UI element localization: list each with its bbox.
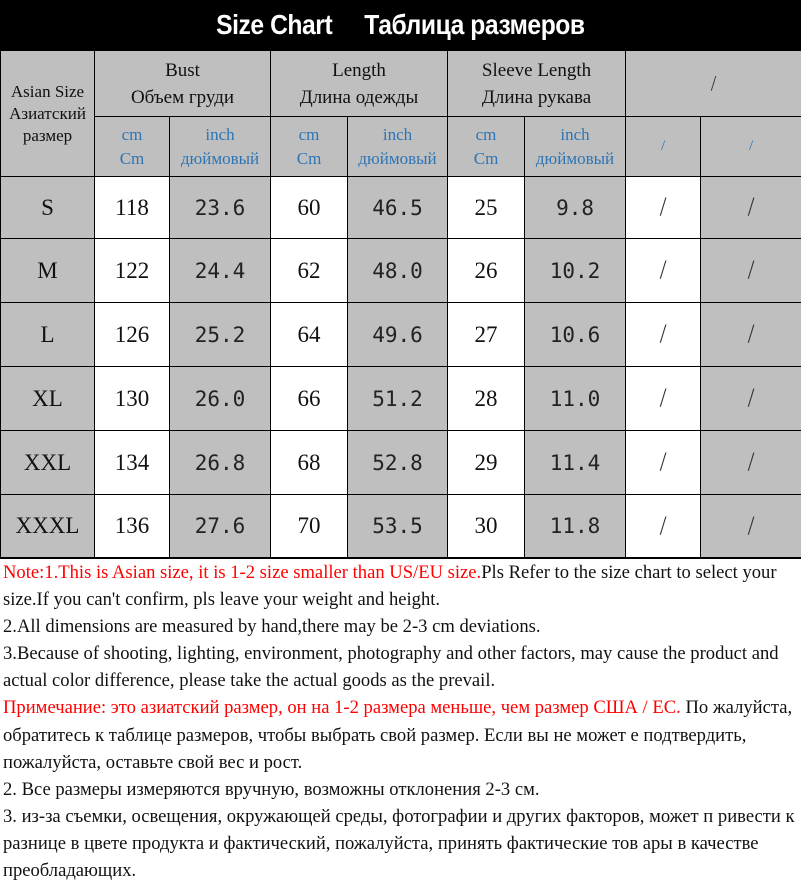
bust-inch-cell: 24.4 — [170, 239, 271, 303]
length-cm-cell: 66 — [271, 367, 348, 431]
length-cm-cell: 70 — [271, 495, 348, 558]
note-en-2: 2.All dimensions are measured by hand,there may be 2-3 cm deviations. — [3, 616, 541, 638]
unit-cm: cm — [121, 124, 143, 144]
length-inch-cell: 49.6 — [348, 303, 448, 367]
unit-inch: inch — [560, 124, 590, 144]
other-cell-a: / — [626, 495, 701, 558]
bust-inch-cell: 25.2 — [170, 303, 271, 367]
length-inch-cell: 53.5 — [348, 495, 448, 558]
bust-ru: Объем груди — [130, 86, 235, 108]
other-unit-a: / — [626, 117, 701, 177]
sleeve-en: Sleeve Length — [481, 59, 592, 81]
note-ru-3: 3. из-за съемки, освещения, окружающей среды, фотографии и других факторов, может п ривести к разнице в цвете продукта и фактический, пожалуйста, принять фактические тов ары в качестве преобладающих. — [3, 805, 795, 882]
note-ru-1-text: По жалуйста, обратитесь к таблице размеров, чтобы выбрать свой размер. Если вы не может е подтвердить, пожалуйста, оставьте свой вес и рост. — [3, 697, 793, 773]
header-row — [1, 51, 801, 117]
title-text: Size Chart Таблица размеров — [216, 9, 585, 40]
sleeve-inch-unit — [525, 117, 626, 177]
bust-inch-cell: 23.6 — [170, 177, 271, 239]
sleeve-header — [448, 51, 626, 117]
sleeve-cm-cell: 30 — [448, 495, 525, 558]
bust-inch-cell: 27.6 — [170, 495, 271, 558]
asian-size-ru-1: Азиатский — [9, 103, 86, 123]
sleeve-cm-cell: 29 — [448, 431, 525, 495]
size-cell: XXL — [1, 431, 95, 495]
unit-inch-ru: дюймовый — [358, 148, 437, 168]
bust-header — [95, 51, 271, 117]
length-cm-cell: 62 — [271, 239, 348, 303]
other-cell-a: / — [626, 431, 701, 495]
table-row — [1, 495, 801, 558]
unit-cm-cap: Cm — [473, 148, 499, 168]
size-chart-table — [0, 50, 801, 558]
bust-cm-cell: 118 — [95, 177, 170, 239]
sleeve-cm-cell: 28 — [448, 367, 525, 431]
other-cell-b: / — [701, 177, 801, 239]
size-cell: L — [1, 303, 95, 367]
length-inch-cell: 52.8 — [348, 431, 448, 495]
size-cell: S — [1, 177, 95, 239]
bust-inch-unit — [170, 117, 271, 177]
bust-cm-unit — [95, 117, 170, 177]
bust-inch-cell: 26.8 — [170, 431, 271, 495]
sleeve-cm-cell: 27 — [448, 303, 525, 367]
length-inch-unit — [348, 117, 448, 177]
sleeve-inch-cell: 9.8 — [525, 177, 626, 239]
note-ru-1 — [3, 694, 801, 775]
asian-size-ru-2: размер — [22, 125, 73, 145]
sleeve-inch-cell: 10.2 — [525, 239, 626, 303]
unit-inch: inch — [382, 124, 413, 144]
other-cell-b: / — [701, 495, 801, 558]
bust-cm-cell: 126 — [95, 303, 170, 367]
sleeve-cm-cell: 26 — [448, 239, 525, 303]
note-en-1-warning: Note:1.This is Asian size, it is 1-2 size smaller than US/EU size. — [3, 562, 482, 583]
unit-cm: cm — [475, 124, 497, 144]
bust-cm-cell: 136 — [95, 495, 170, 558]
sleeve-inch-cell: 10.6 — [525, 303, 626, 367]
table-row — [1, 177, 801, 239]
other-cell-b: / — [701, 367, 801, 431]
asian-size-header — [1, 51, 95, 177]
table-row — [1, 431, 801, 495]
other-unit-b: / — [701, 117, 801, 177]
other-cell-a: / — [626, 177, 701, 239]
length-ru: Длина одежды — [299, 86, 419, 108]
bust-inch-cell: 26.0 — [170, 367, 271, 431]
size-cell: XL — [1, 367, 95, 431]
size-chart-title — [0, 0, 801, 50]
bust-cm-cell: 130 — [95, 367, 170, 431]
sleeve-inch-cell: 11.0 — [525, 367, 626, 431]
length-inch-cell: 51.2 — [348, 367, 448, 431]
other-cell-b: / — [701, 303, 801, 367]
bust-en: Bust — [165, 59, 200, 81]
length-inch-cell: 48.0 — [348, 239, 448, 303]
unit-row — [1, 117, 801, 177]
table-row — [1, 239, 801, 303]
other-cell-b: / — [701, 239, 801, 303]
unit-inch-ru: дюймовый — [535, 148, 615, 168]
sleeve-inch-cell: 11.8 — [525, 495, 626, 558]
other-cell-a: / — [626, 239, 701, 303]
size-cell: M — [1, 239, 95, 303]
notes-section — [0, 558, 801, 889]
other-cell-b: / — [701, 431, 801, 495]
other-cell-a: / — [626, 303, 701, 367]
sleeve-cm-unit — [448, 117, 525, 177]
table-row — [1, 367, 801, 431]
size-cell: XXXL — [1, 495, 95, 558]
note-ru-2: 2. Все размеры измеряются вручную, возможны отклонения 2-3 см. — [3, 778, 540, 800]
length-cm-unit — [271, 117, 348, 177]
unit-cm-cap: Cm — [119, 148, 145, 168]
length-header — [271, 51, 448, 117]
table-row — [1, 303, 801, 367]
length-cm-cell: 64 — [271, 303, 348, 367]
other-cell-a: / — [626, 367, 701, 431]
unit-inch-ru: дюймовый — [180, 148, 260, 168]
unit-inch: inch — [205, 124, 235, 144]
length-cm-cell: 60 — [271, 177, 348, 239]
asian-size-en: Asian Size — [10, 81, 85, 101]
other-header: / — [626, 51, 801, 117]
note-ru-1-warning: Примечание: это азиатский размер, он на 1-2 размера меньше, чем размер США / ЕС. — [3, 697, 681, 719]
length-en: Length — [332, 59, 386, 81]
note-en-1-text: Pls Refer to the size chart to select your size.If you can't confirm, pls leave your weight and height. — [3, 562, 777, 611]
note-en-1 — [3, 559, 801, 613]
sleeve-cm-cell: 25 — [448, 177, 525, 239]
unit-cm-cap: Cm — [296, 148, 322, 168]
sleeve-inch-cell: 11.4 — [525, 431, 626, 495]
note-en-3: 3.Because of shooting, lighting, environment, photography and other factors, may cause the product and actual color difference, please take the actual goods as the prevail. — [3, 643, 779, 692]
unit-cm: cm — [298, 124, 320, 144]
length-cm-cell: 68 — [271, 431, 348, 495]
bust-cm-cell: 122 — [95, 239, 170, 303]
bust-cm-cell: 134 — [95, 431, 170, 495]
length-inch-cell: 46.5 — [348, 177, 448, 239]
sleeve-ru: Длина рукава — [481, 86, 592, 108]
